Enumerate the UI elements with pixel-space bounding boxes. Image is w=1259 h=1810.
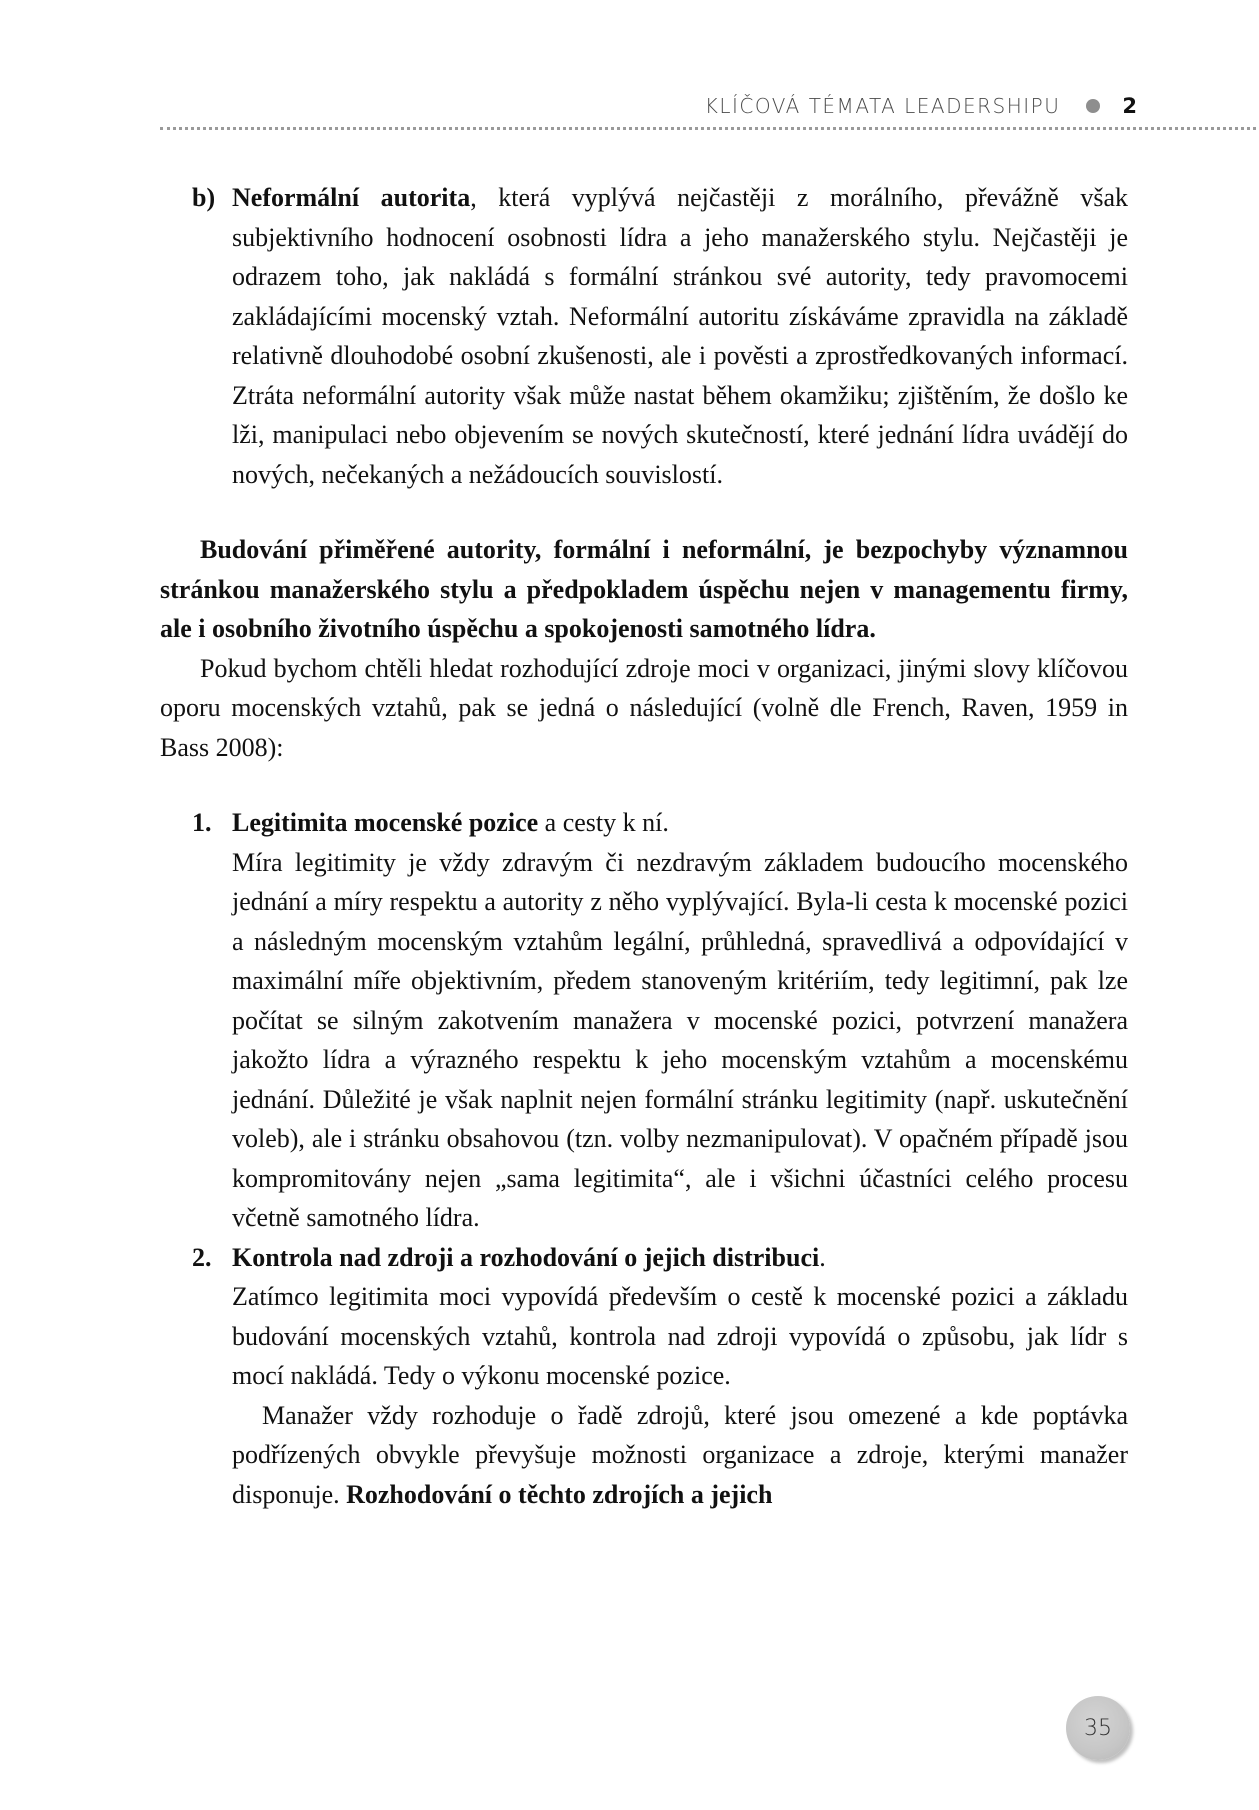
running-head [705, 94, 1137, 118]
page-number-badge [1066, 1696, 1130, 1760]
list-item-heading [232, 1238, 1128, 1278]
list-item-b [160, 178, 1128, 494]
list-marker: 1. [192, 808, 212, 837]
list-item-lead-suffix: . [819, 1242, 826, 1272]
spacer [160, 494, 1128, 530]
list-item-body: , která vyplývá nejčastěji z morálního, převážně však subjektivního hodnocení osobnosti lídra a jeho manažerského stylu. Nejčastěji je odrazem toho, jak nakládá s formální stránkou své autority, tedy pravomocemi zakládajícími mocenský vztah. Neformální autoritu získáváme zpravidla na základě relativně dlouhodobé osobní zkušenosti, ale i pověsti a zprostředkovaných informací. Ztráta neformální autority však může nastat během okamžiku; zjištěním, že došlo ke lži, manipulaci nebo objevením se nových skutečností, které jednání lídra uvádějí do nových, nečekaných a nežádoucích souvislostí. [232, 183, 1128, 489]
sub-paragraph-text: Manažer vždy rozhoduje o řadě zdrojů, které jsou omezené a kde poptávka podřízených obvykle převyšuje možnosti organizace a zdroje, kterými manažer disponuje. [232, 1400, 1128, 1509]
list-item-body: Zatímco legitimita moci vypovídá především o cestě k mocenské pozici a základu budování mocenských vztahů, kontrola nad zdroji vypovídá o způsobu, jak lídr s mocí nakládá. Tedy o výkonu mocenské pozice. [232, 1282, 1128, 1390]
list-item-1 [160, 803, 1128, 1238]
header-dotted-rule [160, 127, 1256, 130]
list-item-lead: Neformální autorita [232, 183, 471, 212]
list-item-body: Míra legitimity je vždy zdravým či nezdravým základem budoucího mocenského jednání a míry respektu a autority z něho vyplývající. Byla-li cesta k mocenské pozici a následným mocenským vztahům legální, průhledná, spravedlivá a odpovídající v maximální míře objektivním, předem stanoveným kritériím, tedy legitimní, pak lze počítat se silným zakotvením manažera v mocenské pozici, potvrzení manažera jakožto lídra a výrazného respektu k jeho mocenským vztahům a mocenskému jednání. Důležité je však naplnit nejen formální stránku legitimity (např. uskutečnění voleb), ale i stránku obsahovou (tzn. volby nezmanipulovat). V opačném případě jsou kompromitovány nejen „sama legitimita“, ale i všichni účastníci celého procesu včetně samotného lídra. [232, 847, 1128, 1232]
list-item-heading [232, 803, 1128, 843]
intro-paragraph: Pokud bychom chtěli hledat rozhodující zdroje moci v organizaci, jinými slovy klíčovou oporu mocenských vztahů, pak se jedná o následující (volně dle French, Raven, 1959 in Bass 2008): [160, 653, 1128, 762]
running-head-title: KLÍČOVÁ TÉMATA LEADERSHIPU [704, 94, 1061, 118]
list-item-text [232, 178, 1128, 494]
list-item-lead: Kontrola nad zdroji a rozhodování o jejich distribuci [232, 1242, 820, 1272]
list-marker: b) [192, 183, 216, 212]
page-content [160, 178, 1128, 1514]
chapter-number: 2 [1122, 94, 1137, 118]
spacer [160, 767, 1128, 803]
list-item-2 [160, 1238, 1128, 1515]
list-item-sub-paragraph [232, 1396, 1128, 1515]
list-marker: 2. [192, 1242, 212, 1272]
list-item-lead-suffix: a cesty k ní. [538, 808, 669, 837]
emphasis-paragraph: Budování přiměřené autority, formální i neformální, je bezpochyby významnou stránkou manažerského stylu a předpokladem úspěchu nejen v managementu firmy, ale i osobního životního úspěchu a spokojenosti samotného lídra. [160, 535, 1128, 643]
sub-paragraph-bold: Rozhodování o těchto zdrojích a jejich [346, 1479, 773, 1509]
list-item-lead: Legitimita mocenské pozice [232, 808, 539, 837]
bullet-dot-icon [1086, 99, 1100, 113]
page-number: 35 [1084, 1715, 1112, 1741]
